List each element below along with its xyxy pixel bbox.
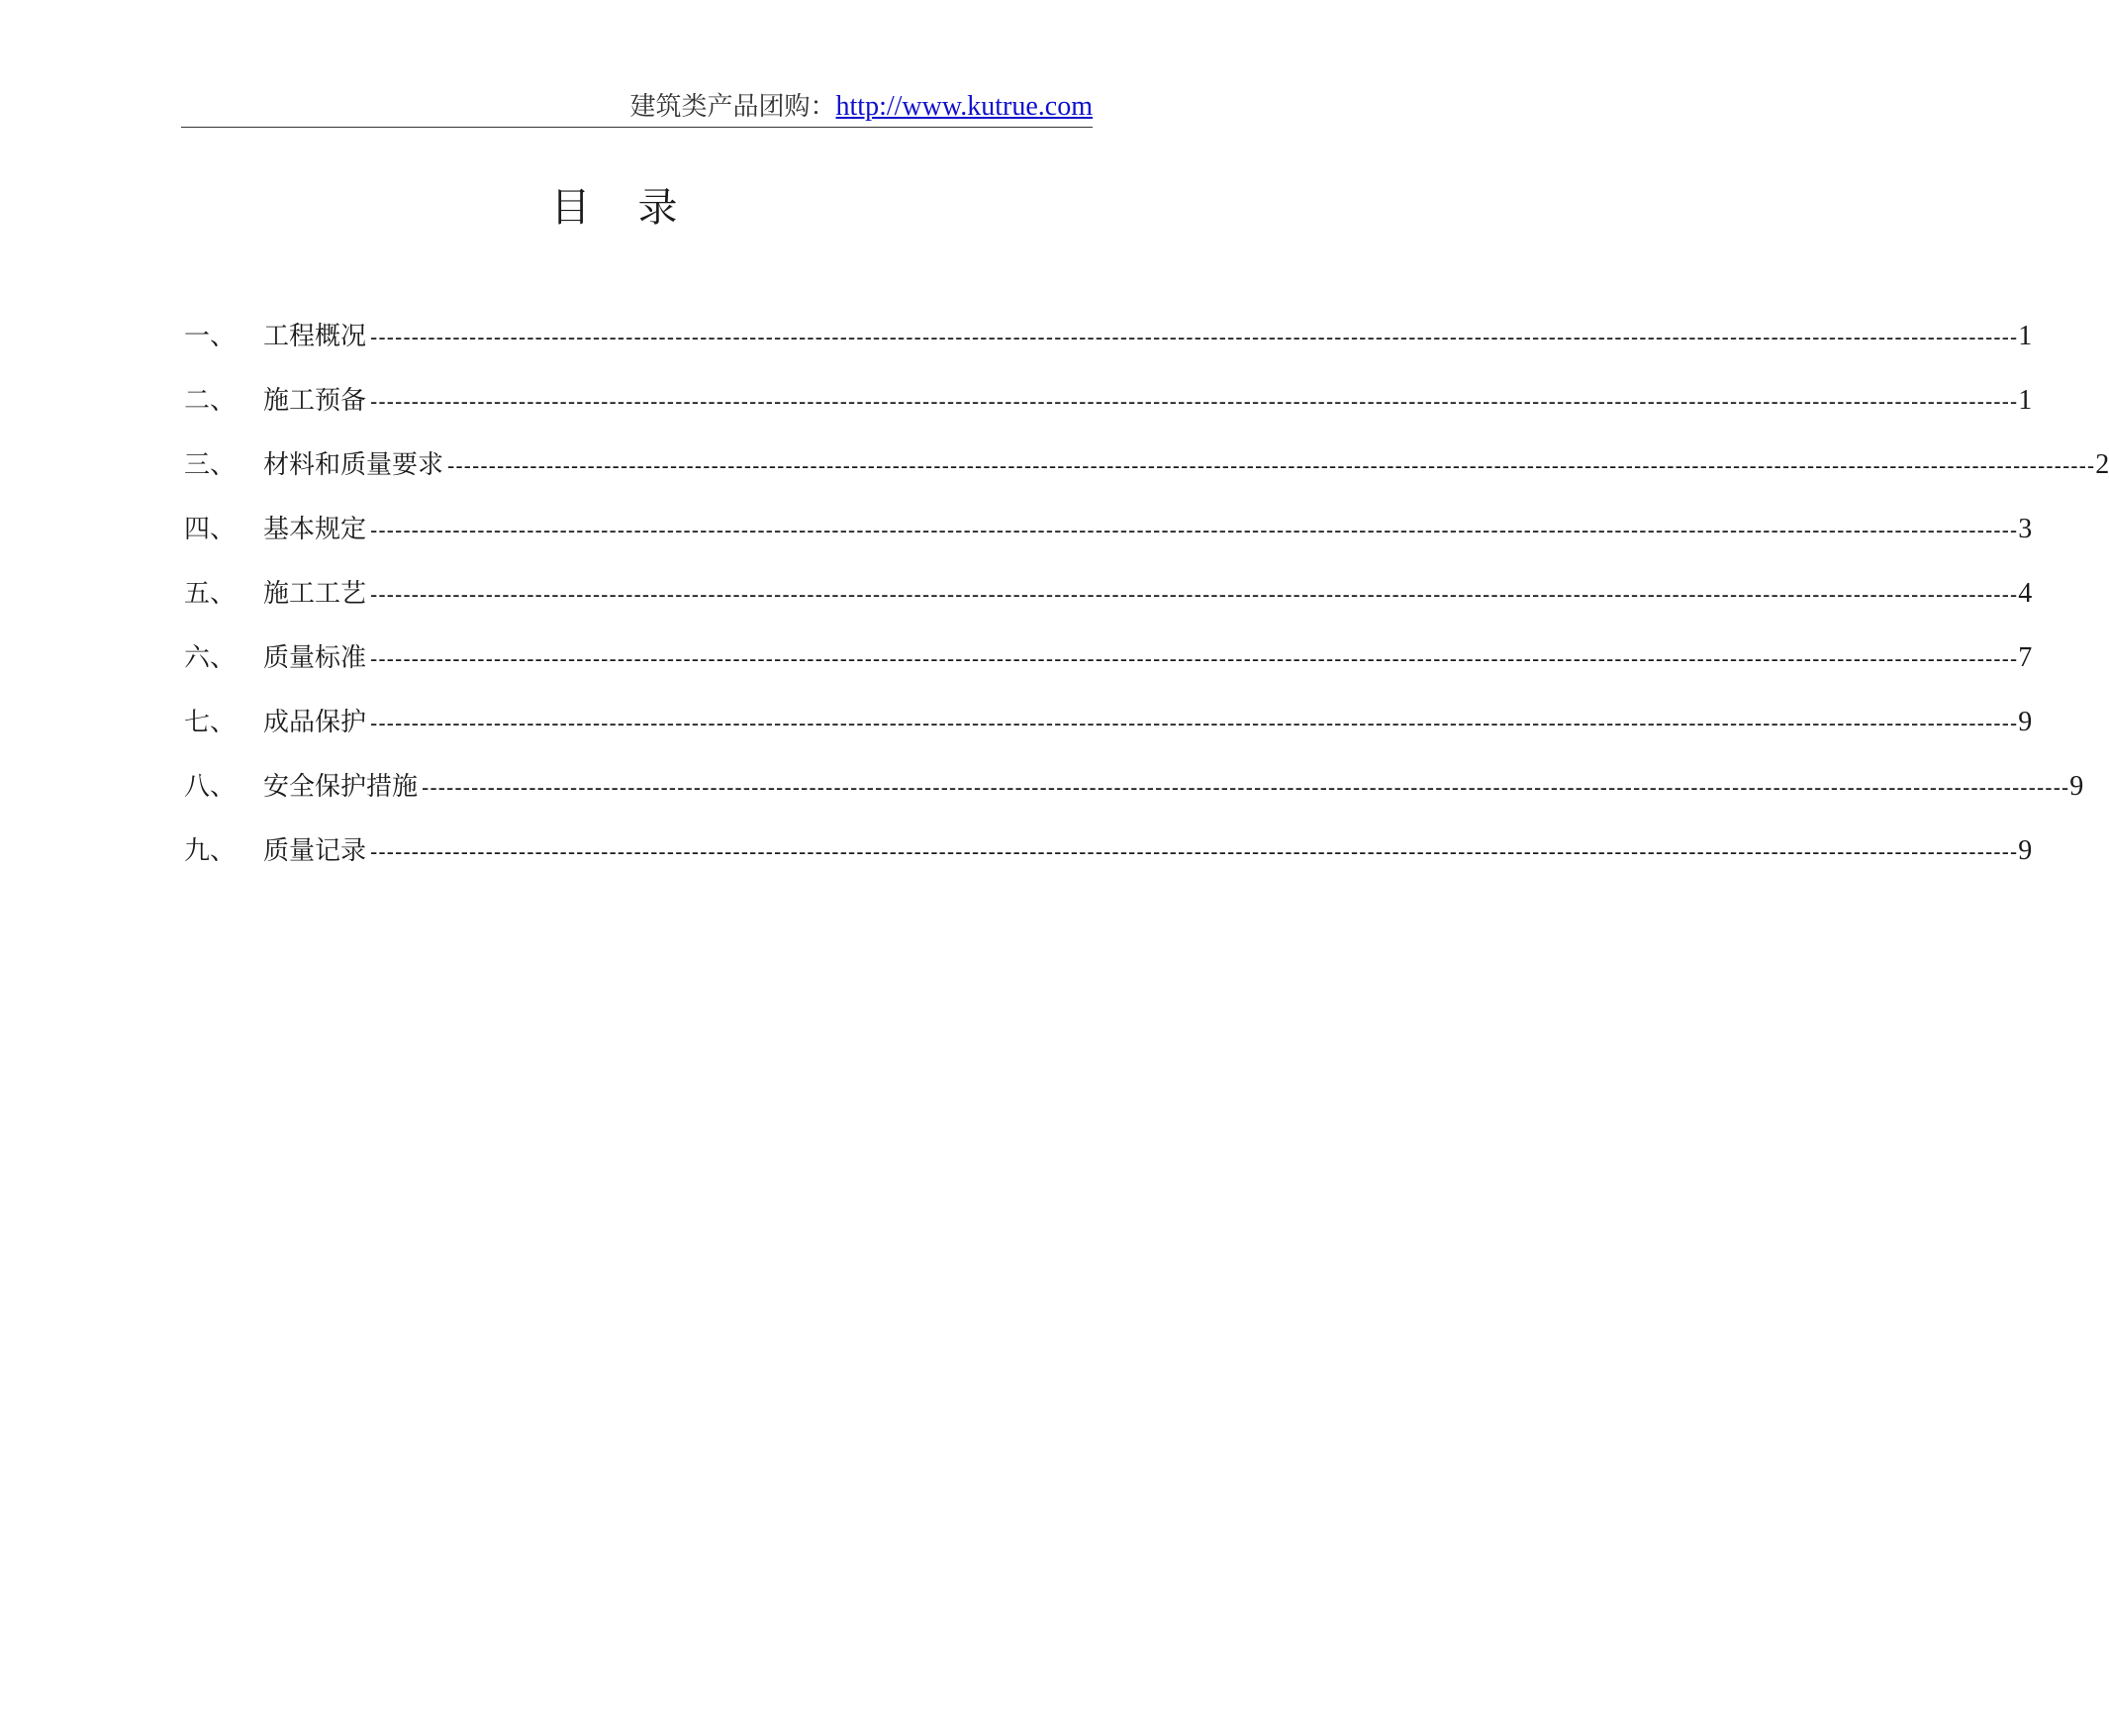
toc-entry[interactable] — [184, 767, 2084, 831]
toc-entry-page: 9 — [2018, 707, 2033, 737]
toc-entry-page: 4 — [2018, 578, 2033, 609]
toc-entry[interactable] — [184, 703, 2033, 767]
toc-entry-number: 九、 — [184, 836, 237, 866]
toc-title-char-1: 目 — [550, 185, 591, 231]
toc-entry-page: 1 — [2018, 321, 2033, 351]
toc-entry-label: 成品保护 — [263, 708, 367, 737]
toc-list — [184, 317, 2109, 896]
toc-title-char-2: 录 — [637, 185, 678, 231]
toc-entry[interactable] — [184, 574, 2033, 638]
toc-leader-dashes: -------------------------------------------------------------------------------------------------------------------------------------------------------------------------------------------------------- — [447, 453, 2096, 478]
toc-entry[interactable] — [184, 445, 2109, 510]
toc-entry-label: 质量标准 — [263, 643, 367, 673]
toc-leader-dashes: -------------------------------------------------------------------------------------------------------------------------------------------------------------------------------------------------------- — [370, 646, 2019, 671]
toc-entry-page: 9 — [2018, 835, 2033, 866]
toc-entry-page: 3 — [2018, 514, 2033, 544]
toc-entry[interactable] — [184, 317, 2033, 381]
toc-leader-dashes: -------------------------------------------------------------------------------------------------------------------------------------------------------------------------------------------------------- — [370, 839, 2019, 864]
toc-leader-dashes: -------------------------------------------------------------------------------------------------------------------------------------------------------------------------------------------------------- — [370, 582, 2019, 607]
toc-entry-label: 材料和质量要求 — [263, 450, 444, 480]
toc-entry-number: 八、 — [184, 772, 237, 802]
page-header — [181, 87, 1093, 128]
toc-entry-label: 基本规定 — [263, 515, 367, 544]
toc-leader-dashes: -------------------------------------------------------------------------------------------------------------------------------------------------------------------------------------------------------- — [370, 389, 2019, 414]
toc-title — [0, 180, 1228, 236]
toc-entry-number: 一、 — [184, 322, 237, 351]
toc-entry-label: 安全保护措施 — [263, 772, 419, 802]
toc-entry[interactable] — [184, 638, 2033, 703]
toc-leader-dashes: -------------------------------------------------------------------------------------------------------------------------------------------------------------------------------------------------------- — [370, 711, 2019, 735]
toc-entry-page: 2 — [2095, 449, 2109, 480]
toc-entry-number: 七、 — [184, 708, 237, 737]
toc-entry-page: 1 — [2018, 385, 2033, 416]
toc-entry-page: 9 — [2069, 771, 2084, 802]
toc-entry-number: 二、 — [184, 386, 237, 416]
header-prefix: 建筑类产品团购： — [629, 92, 836, 122]
toc-leader-dashes: -------------------------------------------------------------------------------------------------------------------------------------------------------------------------------------------------------- — [370, 518, 2019, 542]
toc-entry-label: 质量记录 — [263, 836, 367, 866]
toc-entry-label: 工程概况 — [263, 322, 367, 351]
toc-entry-label: 施工预备 — [263, 386, 367, 416]
toc-entry[interactable] — [184, 510, 2033, 574]
toc-entry-label: 施工工艺 — [263, 579, 367, 609]
toc-leader-dashes: -------------------------------------------------------------------------------------------------------------------------------------------------------------------------------------------------------- — [422, 775, 2070, 800]
toc-entry-number: 三、 — [184, 450, 237, 480]
header-link[interactable]: http://www.kutrue.com — [835, 91, 1093, 122]
toc-leader-dashes: -------------------------------------------------------------------------------------------------------------------------------------------------------------------------------------------------------- — [370, 325, 2019, 349]
toc-entry-number: 五、 — [184, 579, 237, 609]
toc-entry-number: 四、 — [184, 515, 237, 544]
toc-entry[interactable] — [184, 381, 2033, 445]
toc-entry-page: 7 — [2018, 642, 2033, 673]
toc-entry-number: 六、 — [184, 643, 237, 673]
toc-entry[interactable] — [184, 831, 2033, 896]
